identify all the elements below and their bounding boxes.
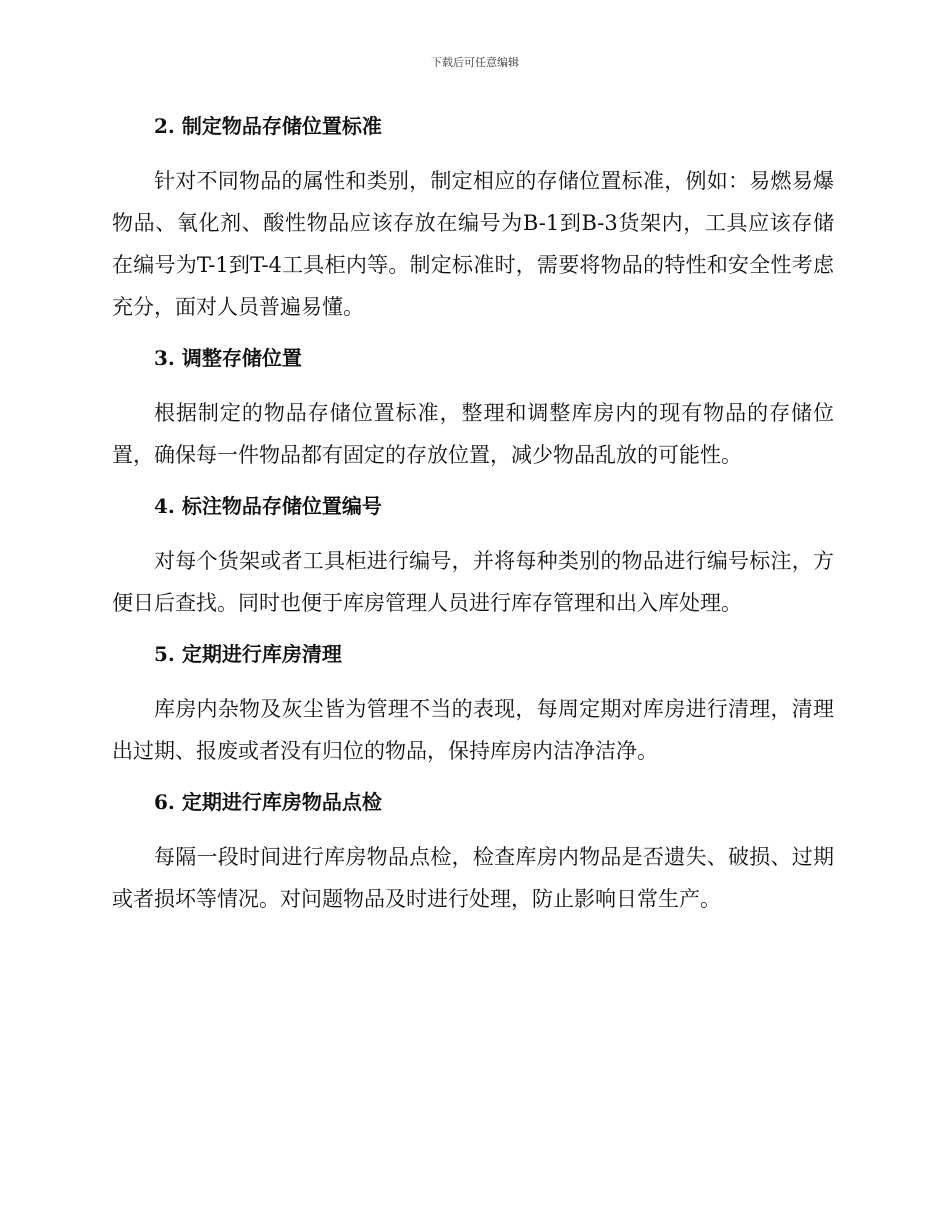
section-heading: 2. 制定物品存储位置标准	[154, 114, 382, 138]
section-heading: 4. 标注物品存储位置编号	[154, 494, 382, 518]
section-heading: 5. 定期进行库房清理	[154, 642, 342, 666]
section-heading: 6. 定期进行库房物品点检	[154, 790, 382, 814]
section-paragraph: 每隔一段时间进行库房物品点检，检查库房内物品是否遗失、破损、过期或者损坏等情况。对问题物品及时进行处理，防止影响日常生产。	[112, 845, 834, 911]
section-heading: 3. 调整存储位置	[154, 346, 302, 370]
document-body	[112, 108, 834, 920]
section-paragraph: 对每个货架或者工具柜进行编号，并将每种类别的物品进行编号标注，方便日后查找。同时也便于库房管理人员进行库存管理和出入库处理。	[112, 549, 834, 615]
section-paragraph: 针对不同物品的属性和类别，制定相应的存储位置标准，例如：易燃易爆物品、氧化剂、酸性物品应该存放在编号为B-1到B-3货架内，工具应该存储在编号为T-1到T-4工具柜内等。制定标准时，需要将物品的特性和安全性考虑充分，面对人员普遍易懂。	[112, 169, 834, 319]
page-header-note: 下载后可任意编辑	[431, 56, 519, 69]
section-paragraph: 库房内杂物及灰尘皆为管理不当的表现，每周定期对库房进行清理，清理出过期、报废或者没有归位的物品，保持库房内洁净洁净。	[112, 697, 834, 763]
section-paragraph: 根据制定的物品存储位置标准，整理和调整库房内的现有物品的存储位置，确保每一件物品都有固定的存放位置，减少物品乱放的可能性。	[112, 401, 834, 467]
